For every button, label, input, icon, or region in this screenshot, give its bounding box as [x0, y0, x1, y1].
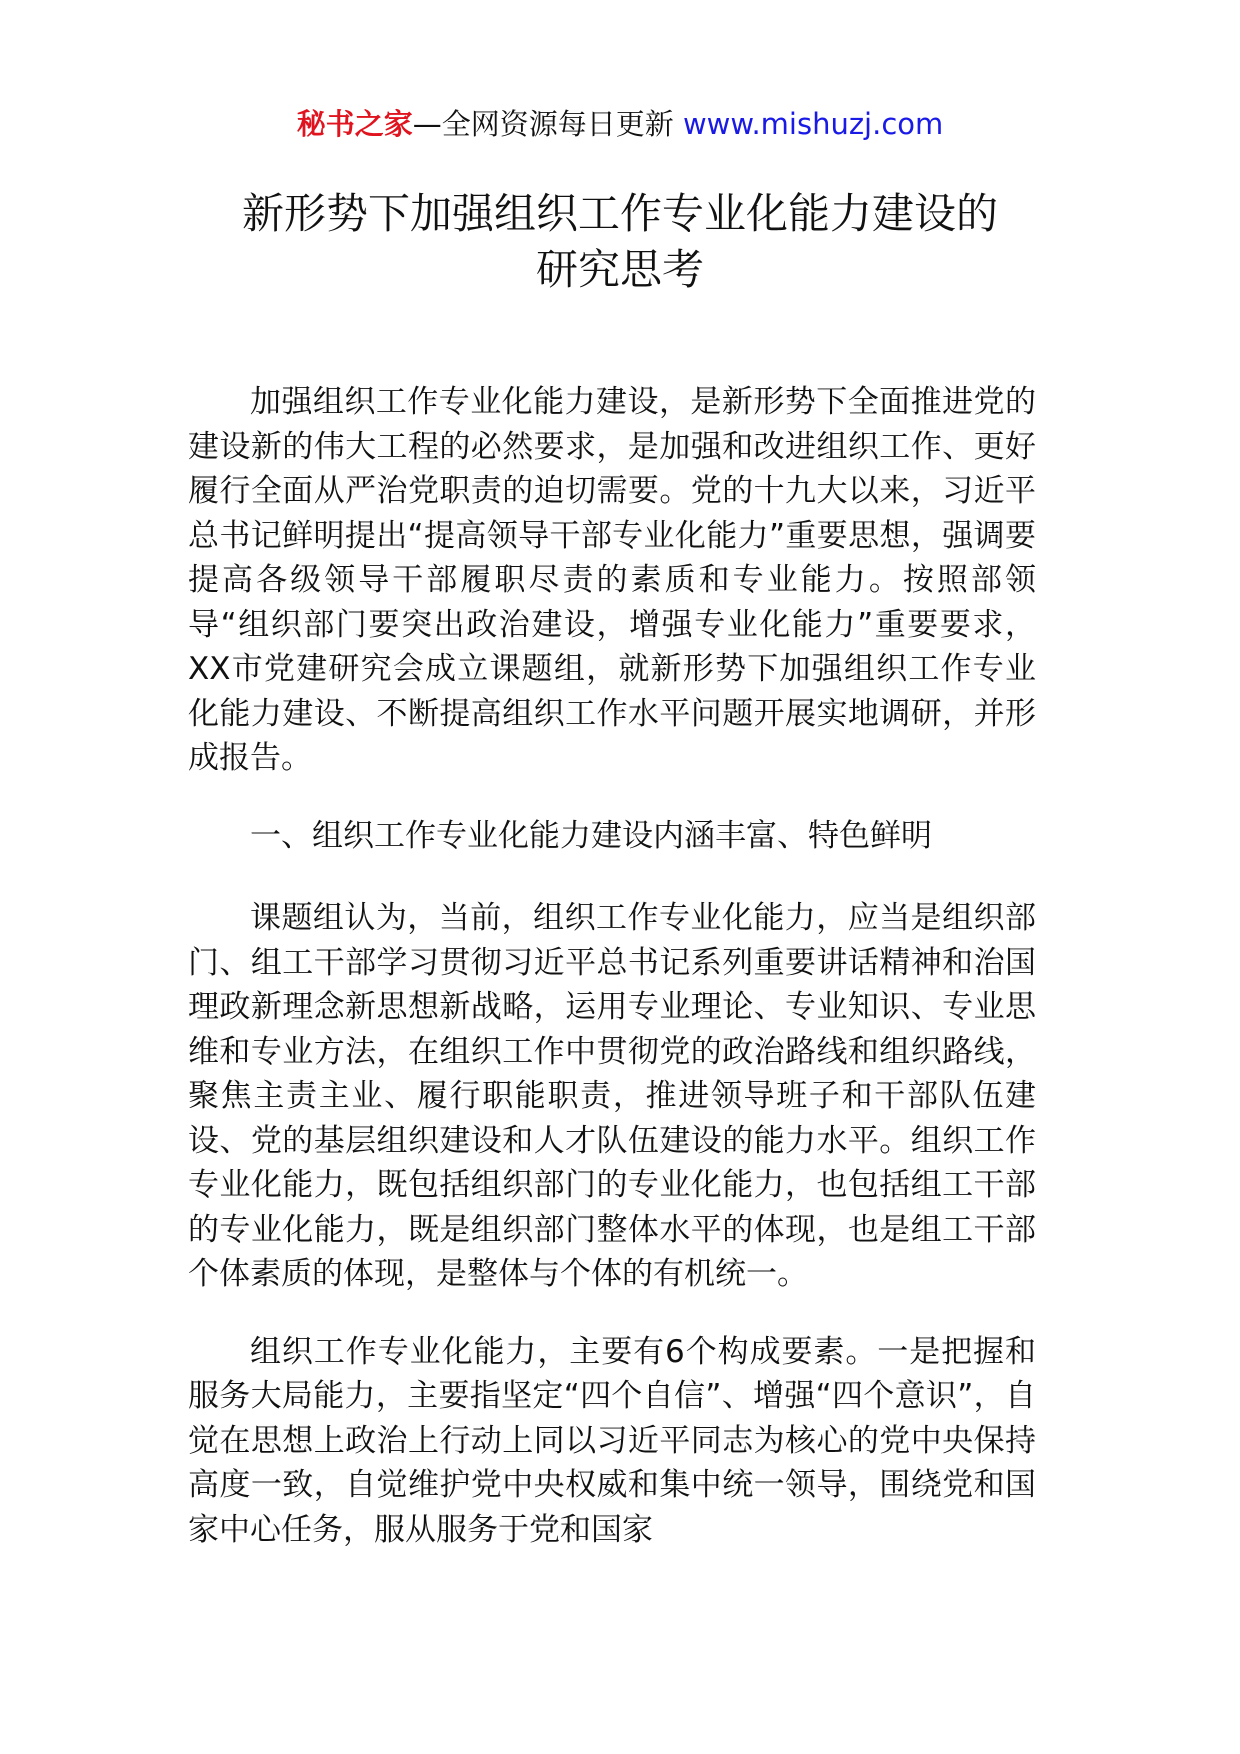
title-line-2: 研究思考	[535, 245, 704, 294]
brand-name: 秘书之家	[296, 107, 413, 141]
site-slogan: —全网资源每日更新	[412, 107, 674, 141]
site-header	[0, 104, 1240, 144]
site-url-link[interactable]: www.mishuzj.com	[682, 107, 944, 141]
section-heading-1: 一、组织工作专业化能力建设内涵丰富、特色鲜明	[250, 817, 932, 854]
title-line-1: 新形势下加强组织工作专业化能力建设的	[241, 189, 998, 238]
paragraph-definition: 课题组认为，当前，组织工作专业化能力，应当是组织部门、组工干部学习贯彻习近平总书记系列重要讲话精神和治国理政新理念新思想新战略，运用专业理论、专业知识、专业思维和专业方法，在组织工作中贯彻党的政治路线和组织路线，聚焦主责主业、履行职能职责，推进领导班子和干部队伍建设、党的基层组织建设和人才队伍建设的能力水平。组织工作专业化能力，既包括组织部门的专业化能力，也包括组工干部的专业化能力，既是组织部门整体水平的体现，也是组工干部个体素质的体现，是整体与个体的有机统一。	[188, 900, 1036, 1292]
document-title	[150, 186, 1090, 298]
paragraph-intro: 加强组织工作专业化能力建设，是新形势下全面推进党的建设新的伟大工程的必然要求，是加强和改进组织工作、更好履行全面从严治党职责的迫切需要。党的十九大以来，习近平总书记鲜明提出“提高领导干部专业化能力”重要思想，强调要提高各级领导干部履职尽责的素质和专业能力。按照部领导“组织部门要突出政治建设，增强专业化能力”重要要求，XX市党建研究会成立课题组，就新形势下加强组织工作专业化能力建设、不断提高组织工作水平问题开展实地调研，并形成报告。	[188, 384, 1036, 776]
paragraph-elements: 组织工作专业化能力，主要有6个构成要素。一是把握和服务大局能力，主要指坚定“四个自信”、增强“四个意识”，自觉在思想上政治上行动上同以习近平同志为核心的党中央保持高度一致，自觉维护党中央权威和集中统一领导，围绕党和国家中心任务，服从服务于党和国家	[188, 1333, 1036, 1548]
document-body	[188, 380, 1036, 1585]
